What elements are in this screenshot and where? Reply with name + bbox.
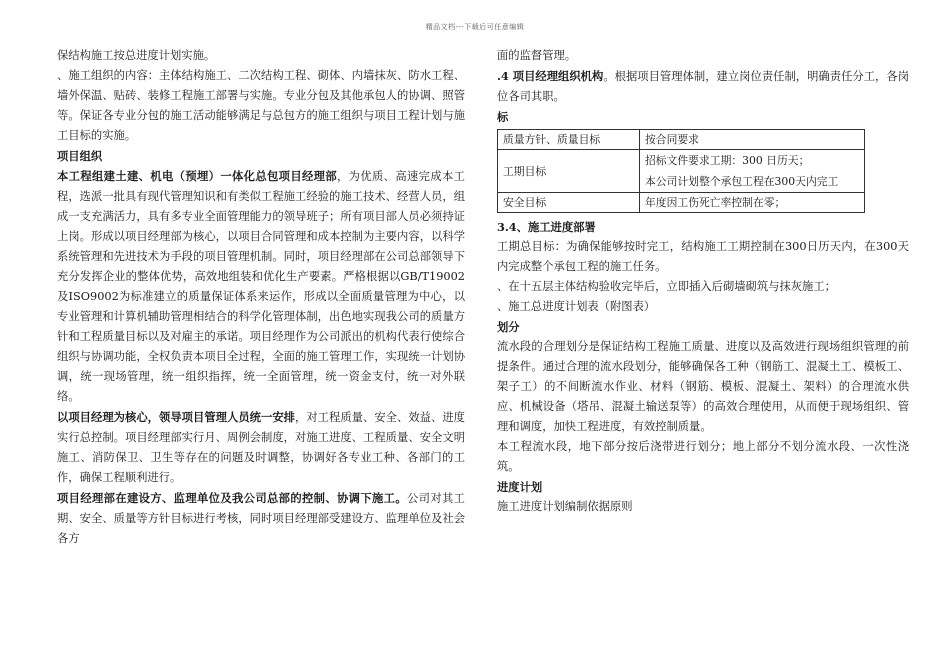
bold-lead: 项目经理部在建设方、监理单位及我公司总部的控制、协调下施工。 [57, 491, 408, 505]
table-cell: 按合同要求 [640, 130, 865, 150]
paragraph: 保结构施工按总进度计划实施。 [57, 49, 216, 62]
paragraph-text: ，为优质、高速完成本工程，选派一批具有现代管理知识和有类似工程施工经验的施工技术、经营人员，组成一支充满活力，具有多专业全面管理能力的领导班子；所有项目部人员必须持证上岗。形成以项目经理部为核心，以项目合同管理和成本控制为主要内容，以科学系统管理和先进技术为手段的项目管理机制。同时，项目经理部在公司总部领导下充分发挥企业的整体优势，高效地组装和优化生产要素。严格根据以GB/T19002及ISO9002为标准建立的质量保证体系来运作，形成以全面质量管理为中心，以专业管理和计算机辅助管理相结合的科学化管理体制，出色地实现我公司的质量方针和工程质量目标以及对雇主的承诺。项目经理作为公司派出的机构代表行使综合组织与协调功能，全权负责本项目全过程，全面的施工管理工作，实现统一计划协调，统一现场管理，统一组织指挥，统一全面管理，统一资金支付，统一对外联络。 [57, 170, 465, 403]
paragraph: 、在十五层主体结构验收完毕后，立即插入后砌墙砌筑与抹灰施工； [497, 280, 836, 293]
table-row [498, 193, 865, 213]
table-cell: 工期目标 [498, 150, 640, 193]
bold-lead: .4 项目经理组织机构 [497, 69, 604, 83]
paragraph: 流水段的合理划分是保证结构工程施工质量、进度以及高效进行现场组织管理的前提条件。通过合理的流水段划分，能够确保各工种（钢筋工、混凝土工、模板工、架子工）的不间断流水作业、材料（钢筋、模板、混凝土、架料）的合理流水供应、机械设备（塔吊、混凝土输送泵等）的高效合理使用，从而便于现场组织、管理和调度，加快工程进度，有效控制质量。 [497, 340, 909, 433]
paragraph: 工期总目标：为确保能够按时完工，结构施工工期控制在300日历天内，在300天内完成整个承包工程的施工任务。 [497, 240, 909, 273]
page-header: 精品文档---下载后可任意编辑 [425, 23, 525, 31]
bold-lead: 本工程组建土建、机电（预埋）一体化总包项目经理部 [57, 169, 338, 183]
section-heading: 3.4、施工进度部署 [497, 220, 596, 234]
paragraph: 本工程流水段，地下部分按后浇带进行划分；地上部分不划分流水段、一次性浇筑。 [497, 440, 909, 473]
table-cell: 质量方针、质量目标 [498, 130, 640, 150]
right-column [497, 46, 909, 517]
section-heading: 进度计划 [497, 480, 543, 494]
section-heading: 划分 [497, 320, 520, 334]
paragraph: 、施工总进度计划表（附图表） [497, 300, 656, 313]
left-column [57, 46, 465, 549]
section-heading: 标 [497, 110, 509, 124]
table-cell [640, 150, 865, 193]
table-cell: 安全目标 [498, 193, 640, 213]
paragraph [57, 166, 465, 407]
paragraph [57, 488, 465, 549]
paragraph: 施工进度计划编制依据原则 [497, 500, 633, 513]
cell-line: 招标文件要求工期：300 日历天； [645, 154, 810, 167]
bold-lead: 以项目经理为核心，领导项目管理人员统一安排 [57, 410, 296, 424]
table-cell: 年度因工伤死亡率控制在零； [640, 193, 865, 213]
paragraph [497, 66, 909, 107]
paragraph: 面的监督管理。 [497, 49, 577, 62]
paragraph-text: ，对工程质量、安全、效益、进度实行总控制。项目经理部实行月、周例会制度，对施工进度、工程质量、安全文明施工、消防保卫、卫生等存在的问题及时调整，协调好各专业工种、各部门的工作，确保工程顺利进行。 [57, 411, 465, 484]
paragraph [57, 407, 465, 488]
paragraph-text: 公司对其工期、安全、质量等方针目标进行考核，同时项目经理部受建设方、监理单位及社会各方 [57, 492, 465, 545]
paragraph: 、施工组织的内容：主体结构施工、二次结构工程、砌体、内墙抹灰、防水工程、墙外保温、贴砖、装修工程施工部署与实施。专业分包及其他承包人的协调、照管等。保证各专业分包的施工活动能够满足与总包方的施工组织与项目工程计划与施工目标的实施。 [57, 69, 465, 142]
cell-line: 本公司计划整个承包工程在300天内完工 [645, 175, 839, 188]
table-row [498, 130, 865, 150]
goals-table [497, 129, 865, 213]
paragraph-text: 。根据项目管理体制，建立岗位责任制，明确责任分工，各岗位各司其职。 [497, 70, 909, 103]
table-row [498, 150, 865, 193]
section-heading: 项目组织 [57, 149, 103, 163]
